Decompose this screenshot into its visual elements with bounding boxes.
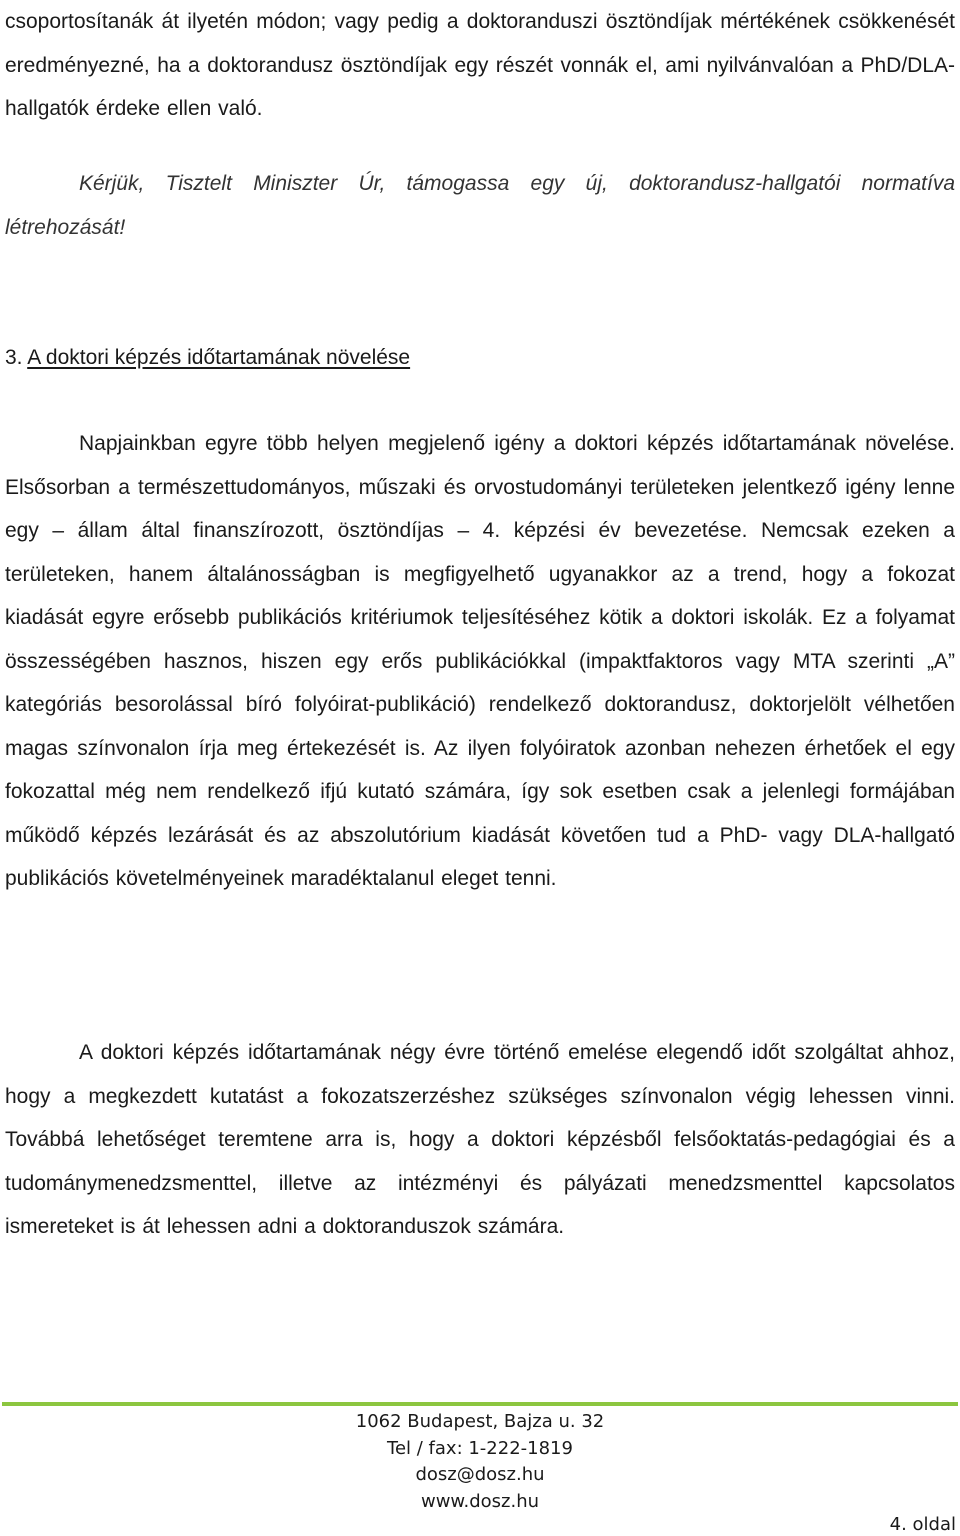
footer-address: 1062 Budapest, Bajza u. 32 xyxy=(355,1411,605,1432)
intro-paragraph: csoportosítanák át ilyetén módon; vagy pedig a doktoranduszi ösztöndíjak mértékének csökkenését eredményezné, ha a doktorandusz ösztöndíjak egy részét vonnák el, ami nyilvánvalóan a PhD/DLA-hallgatók érdeke ellen való. xyxy=(5,10,955,120)
request-paragraph: Kérjük, Tisztelt Miniszter Úr, támogassa egy új, doktorandusz-hallgatói normatíva létrehozását! xyxy=(5,172,955,239)
footer-website: www.dosz.hu xyxy=(420,1490,540,1512)
section-title: A doktori képzés időtartamának növelése xyxy=(27,346,411,369)
footer-email: dosz@dosz.hu xyxy=(415,1464,545,1485)
body-paragraph-2: A doktori képzés időtartamának négy évre történő emelése elegendő időt szolgáltat ahhoz, hogy a megkezdett kutatást a fokozatszerzéshez szükséges színvonalon végig lehessen vinni. Továbbá lehetőséget teremtene arra is, hogy a doktori képzésből felsőoktatás-pedagógiai és a tudománymenedzsmenttel, illetve az intézményi és pályázati menedzsmenttel kapcsolatos ismereteket is át lehessen adni a doktoranduszok számára. xyxy=(5,1041,955,1238)
section-heading xyxy=(5,340,410,376)
page-number: 4. oldal xyxy=(889,1514,956,1535)
section-number: 3. xyxy=(5,346,23,369)
footer-phone: Tel / fax: 1-222-1819 xyxy=(387,1437,573,1459)
footer xyxy=(0,1409,960,1515)
body-paragraph-1: Napjainkban egyre több helyen megjelenő igény a doktori képzés időtartamának növelése. Elsősorban a természettudományos, műszaki és orvostudományi területeken jelentkező igény lenne egy – állam által finanszírozott, ösztöndíjas – 4. képzési év bevezetése. Nemcsak ezeken a területeken, hanem általánosságban is megfigyelhető ugyanakkor az a trend, hogy a fokozat kiadását egyre erősebb publikációs kritériumok teljesítéséhez kötik a doktori iskolák. Ez a folyamat összességében hasznos, hiszen egy erős publikációkkal (impaktfaktoros vagy MTA szerinti „A” kategóriás besorolással bíró folyóirat-publikáció) rendelkező doktorandusz, doktorjelölt vélhetően magas színvonalon írja meg értekezését is. Az ilyen folyóiratok azonban nehezen érhetőek el egy fokozattal még nem rendelkező ifjú kutató számára, így sok esetben csak a jelenlegi formájában működő képzés lezárását és az abszolutórium kiadását követően tud a PhD- vagy DLA-hallgató publikációs követelményeinek maradéktalanul eleget tenni. xyxy=(5,432,955,890)
footer-divider xyxy=(2,1402,958,1406)
